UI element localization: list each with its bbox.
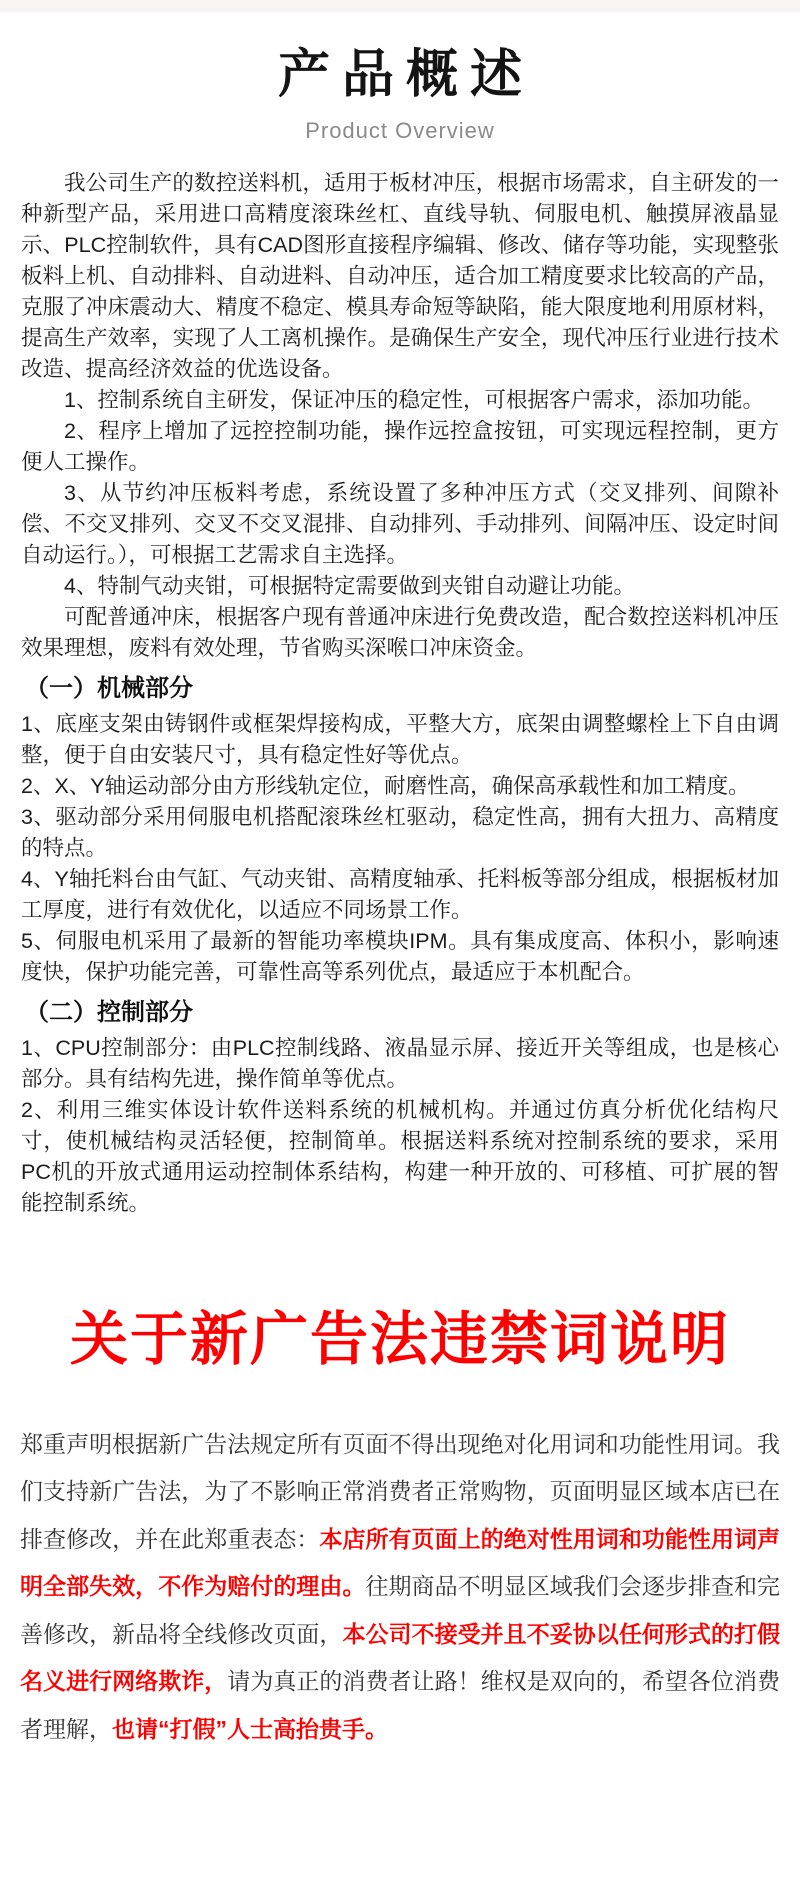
overview-header: [0, 44, 800, 144]
disclaimer-text-segment: 往期商品不明显区域我们会逐步排查和完善修改，新品将全线修改页面，: [20, 1573, 780, 1647]
overview-section: [0, 168, 800, 1219]
feature-list: [21, 385, 779, 602]
disclaimer-section: [0, 1305, 800, 1753]
disclaimer-highlight-segment: 也请“打假”人士高抬贵手。: [112, 1715, 388, 1742]
feature-item: 2、程序上增加了远控控制功能，操作远控盒按钮，可实现远程控制，更方便人工操作。: [21, 419, 779, 475]
disclaimer-paragraph: [0, 1421, 800, 1754]
disclaimer-text-segment: 请为真正的消费者让路！维权是双向的，希望各位消费者理解，: [20, 1668, 780, 1742]
mechanical-item: 4、Y轴托料台由气缸、气动夹钳、高精度轴承、托料板等部分组成，根据板材加工厚度，进行有效优化，以适应不同场景工作。: [21, 867, 779, 923]
mechanical-item: 1、底座支架由铸钢件或框架焊接构成，平整大方，底架由调整螺栓上下自由调整，便于自由安装尺寸，具有稳定性好等优点。: [21, 712, 779, 768]
feature-item: 4、特制气动夹钳，可根据特定需要做到夹钳自动避让功能。: [64, 574, 635, 599]
control-item: 1、CPU控制部分：由PLC控制线路、液晶显示屏、接近开关等组成，也是核心部分。具有结构先进，操作简单等优点。: [21, 1036, 779, 1092]
mechanical-item: 3、驱动部分采用伺服电机搭配滚珠丝杠驱动，稳定性高，拥有大扭力、高精度的特点。: [21, 805, 779, 861]
control-list: [21, 1033, 779, 1219]
disclaimer-title: 关于新广告法违禁词说明: [69, 1307, 730, 1373]
top-edge-band: [0, 0, 800, 12]
disclaimer-text-segment: 郑重声明根据新广告法规定所有页面不得出现绝对化用词和功能性用词。我们支持新广告法，为了不影响正常消费者正常购物，页面明显区域本店已在排查修改，并在此郑重表态：: [20, 1430, 780, 1552]
page-title: 产品概述: [277, 46, 534, 104]
mechanical-section-heading: （一）机械部分: [25, 675, 193, 703]
retrofit-note-paragraph: 可配普通冲床，根据客户现有普通冲床进行免费改造，配合数控送料机冲压效果理想，废料有效处理，节省购买深喉口冲床资金。: [21, 605, 779, 661]
feature-item: 1、控制系统自主研发，保证冲压的稳定性，可根据客户需求，添加功能。: [64, 388, 764, 413]
mechanical-list: [21, 709, 779, 988]
intro-paragraph: 我公司生产的数控送料机，适用于板材冲压，根据市场需求，自主研发的一种新型产品，采用进口高精度滚珠丝杠、直线导轨、伺服电机、触摸屏液晶显示、PLC控制软件，具有CAD图形直接程序编辑、修改、储存等功能，实现整张板料上机、自动排料、自动进料、自动冲压，适合加工精度要求比较高的产品，克服了冲床震动大、精度不稳定、模具寿命短等缺陷，能大限度地利用原材料，提高生产效率，实现了人工离机操作。是确保生产安全，现代冲压行业进行技术改造、提高经济效益的优选设备。: [21, 171, 779, 382]
page-subtitle: Product Overview: [305, 118, 495, 144]
mechanical-item: 5、伺服电机采用了最新的智能功率模块IPM。具有集成度高、体积小，影响速度快，保护功能完善，可靠性高等系列优点，最适应于本机配合。: [21, 929, 779, 985]
disclaimer-highlight-segment: 本店所有页面上的绝对性用词和功能性用词声明全部失效，不作为赔付的理由。: [20, 1525, 780, 1600]
control-section-heading: （二）控制部分: [25, 999, 193, 1027]
mechanical-item: 2、X、Y轴运动部分由方形线轨定位，耐磨性高，确保高承载性和加工精度。: [21, 774, 750, 799]
disclaimer-highlight-segment: 本公司不接受并且不妥协以任何形式的打假名义进行网络欺诈，: [20, 1620, 780, 1695]
feature-item: 3、从节约冲压板料考虑，系统设置了多种冲压方式（交叉排列、间隙补偿、不交叉排列、交叉不交叉混排、自动排列、手动排列、间隔冲压、设定时间自动运行。），可根据工艺需求自主选择。: [21, 481, 779, 568]
control-item: 2、利用三维实体设计软件送料系统的机械机构。并通过仿真分析优化结构尺寸，使机械结构灵活轻便，控制简单。根据送料系统对控制系统的要求，采用PC机的开放式通用运动控制体系结构，构建一种开放的、可移植、可扩展的智能控制系统。: [21, 1098, 779, 1216]
